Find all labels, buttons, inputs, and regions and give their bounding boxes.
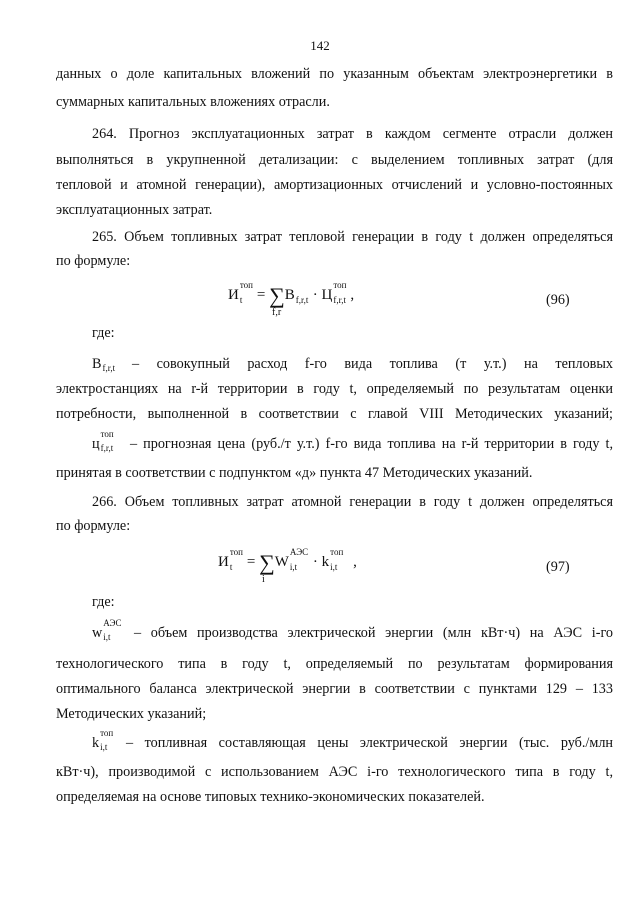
- paragraph-line: по формуле:: [56, 253, 131, 269]
- formula-97: И топ t = ∑W АЭС i,t · k топ i,t ,: [218, 547, 357, 575]
- paragraph-line: потребности, выполненной в соответствии с главой VIII Методических указаний;: [56, 406, 613, 422]
- paragraph-line: тепловой и атомной генерации), амортизационных отчислений и условно-постоянных: [56, 177, 613, 193]
- paragraph-line: технологического типа в году t, определяемый по результатам формирования: [56, 656, 613, 672]
- where-label: где:: [92, 594, 115, 610]
- symbol-c: ц топ f,r,t: [92, 429, 114, 453]
- where-label: где:: [92, 325, 115, 341]
- paragraph-line: эксплуатационных затрат.: [56, 202, 213, 218]
- paragraph-line: кВт·ч), производимой с использованием АЭС i-го технологического типа в году t,: [56, 764, 613, 780]
- symbol-b: В f,r,t: [92, 356, 116, 373]
- formula-symbol: И топ t: [228, 280, 253, 305]
- sum-symbol: ∑: [269, 283, 285, 308]
- paragraph-line: 264. Прогноз эксплуатационных затрат в каждом сегменте отрасли должен: [92, 126, 613, 142]
- paragraph-line: 265. Объем топливных затрат тепловой генерации в году t должен определяться: [92, 229, 613, 245]
- formula-symbol: И топ t: [218, 547, 243, 572]
- formula-96: И топ t = ∑В f,r,t · Ц топ f,r,t ,: [228, 280, 355, 308]
- paragraph-line: определяемая на основе типовых технико-экономических показателей.: [56, 789, 485, 805]
- page-number: 142: [310, 38, 330, 53]
- paragraph-line: по формуле:: [56, 518, 131, 534]
- definition-line: [92, 728, 114, 752]
- definition-text: – объем производства электрической энергии (млн кВт·ч) на АЭС i-го: [134, 625, 613, 641]
- definition-text: – прогнозная цена (руб./т у.т.) f-го вида топлива на r-й территории в году t,: [130, 436, 613, 452]
- equation-number: (96): [546, 292, 570, 308]
- definition-line: [92, 356, 135, 373]
- definition-text: – совокупный расход f-го вида топлива (т у.т.) на тепловых: [132, 356, 613, 372]
- paragraph-line: электростанциях на r-й территории в году t, определяемый по результатам оценки: [56, 381, 613, 397]
- paragraph-line: 266. Объем топливных затрат атомной генерации в году t должен определяться: [92, 494, 613, 510]
- symbol-w: w АЭС i,t: [92, 618, 122, 642]
- symbol-k: k топ i,t: [92, 728, 114, 752]
- paragraph-line: данных о доле капитальных вложений по указанным объектам электроэнергетики в: [56, 66, 613, 82]
- paragraph-line: оптимального баланса электрической энергии в соответствии с пунктами 129 – 133: [56, 681, 613, 697]
- paragraph-line: Методических указаний;: [56, 706, 207, 722]
- sum-symbol: ∑: [259, 550, 275, 575]
- sum-index: i: [262, 574, 265, 585]
- equation-number: (97): [546, 559, 570, 575]
- sum-index: f,r: [272, 307, 282, 318]
- definition-line: [92, 618, 122, 642]
- paragraph-line: суммарных капитальных вложениях отрасли.: [56, 94, 330, 110]
- paragraph-line: принятая в соответствии с подпунктом «д» пункта 47 Методических указаний.: [56, 465, 533, 481]
- definition-line: [92, 429, 114, 453]
- definition-text: – топливная составляющая цены электрической энергии (тыс. руб./млн: [126, 735, 613, 751]
- paragraph-line: выполняться в укрупненной детализации: с выделением топливных затрат (для: [56, 152, 613, 168]
